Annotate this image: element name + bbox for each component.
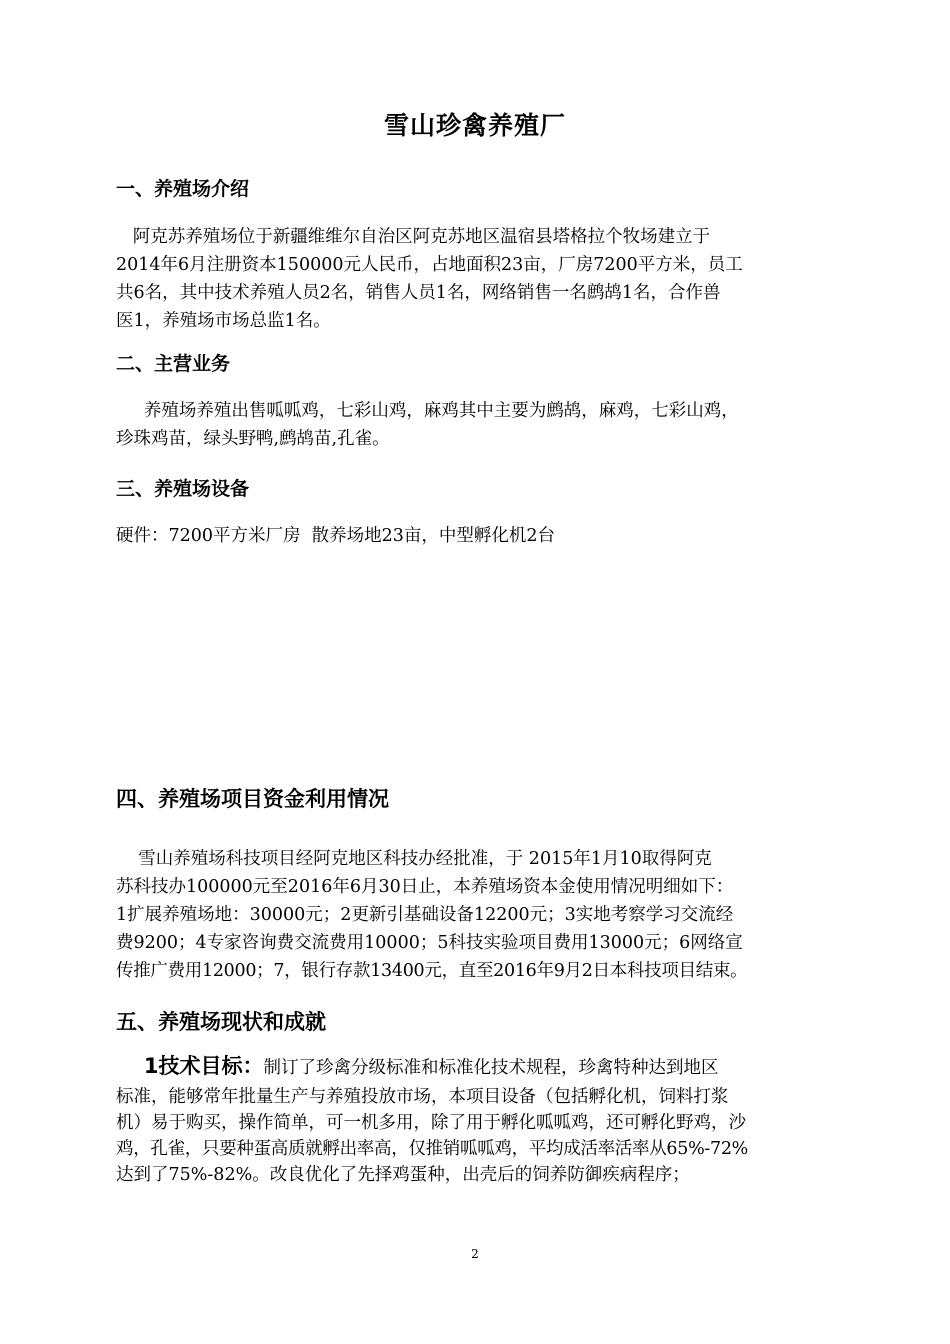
paragraph-line: 费9200；4专家咨询费交流费用10000；5科技实验项目费用13000元；6网络宣 [116,933,743,953]
paragraph-line: 医1，养殖场市场总监1名。 [116,311,331,331]
paragraph-line: 共6名，其中技术养殖人员2名，销售人员1名，网络销售一名鹧鸪1名，合作兽 [116,283,721,303]
paragraph-line: 硬件：7200平方米厂房 散养场地23亩，中型孵化机2台 [116,526,556,546]
section-heading-business: 二、主营业务 [116,353,231,375]
paragraph-line: 标准，能够常年批量生产与养殖投放市场，本项目设备（包括孵化机，饲料打浆 [116,1087,729,1107]
paragraph-line: 苏科技办100000元至2016年6月30日止，本养殖场资本金使用情况明细如下： [116,877,734,897]
paragraph-line: 机）易于购买，操作简单，可一机多用，除了用于孵化呱呱鸡，还可孵化野鸡，沙 [116,1113,746,1133]
paragraph-line: 养殖场养殖出售呱呱鸡，七彩山鸡，麻鸡其中主要为鹧鸪，麻鸡，七彩山鸡， [116,401,739,421]
section-paragraph-intro [116,223,896,335]
page-title: 雪山珍禽养殖厂 [383,111,566,140]
section-paragraph-funding [116,845,896,985]
paragraph-line: 达到了75%-82%。改良优化了先择鸡蛋种，出壳后的饲养防御疾病程序； [116,1165,690,1185]
paragraph-first-line [116,1051,896,1084]
section-paragraph-achievements [116,1051,896,1188]
paragraph-line: 阿克苏养殖场位于新疆维维尔自治区阿克苏地区温宿县塔格拉个牧场建立于 [116,227,711,247]
section-heading-funding: 四、养殖场项目资金利用情况 [116,787,389,811]
inline-lead-label: 1技术目标： [143,1054,264,1078]
paragraph-line: 鸡，孔雀，只要种蛋高质就孵出率高，仅推销呱呱鸡，平均成活率活率从65%-72% [116,1139,749,1159]
paragraph-line: 珍珠鸡苗，绿头野鸭,鹧鸪苗,孔雀。 [116,429,390,449]
paragraph-line: 2014年6月注册资本150000元人民币，占地面积23亩，厂房7200平方米，员工 [116,255,743,275]
section-paragraph-business [116,397,896,453]
paragraph-line: 雪山养殖场科技项目经阿克地区科技办经批准，于 2015年1月10取得阿克 [116,849,712,869]
section-heading-achievements: 五、养殖场现状和成就 [116,1010,326,1034]
paragraph-line-text: 制订了珍禽分级标准和标准化技术规程，珍禽特种达到地区 [263,1058,719,1078]
section-paragraph-equipment [116,522,896,550]
paragraph-line: 1扩展养殖场地：30000元；2更新引基础设备12200元；3实地考察学习交流经 [116,905,734,925]
page-number: 2 [471,1247,479,1261]
section-heading-equipment: 三、养殖场设备 [116,478,250,500]
section-heading-intro: 一、养殖场介绍 [116,178,250,200]
paragraph-line: 传推广费用12000；7，银行存款13400元，直至2016年9月2日本科技项目结束。 [116,961,748,981]
